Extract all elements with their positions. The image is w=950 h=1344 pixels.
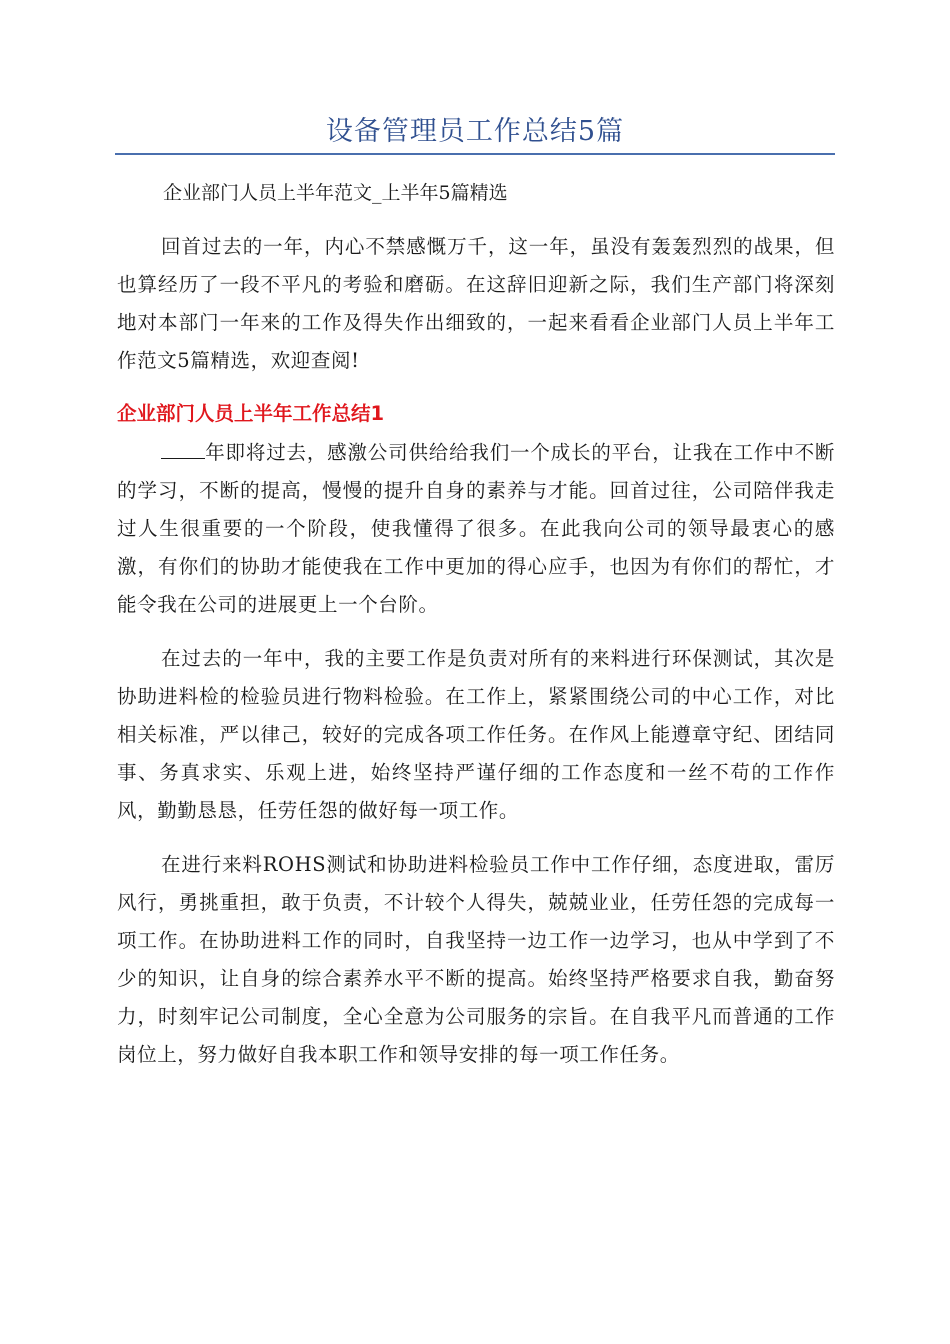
paragraph-3: 在进行来料ROHS测试和协助进料检验员工作中工作仔细，态度进取，雷厉风行，勇挑重担，敢于负责，不计较个人得失，兢兢业业，任劳任怨的完成每一项工作。在协助进料工作的同时，自我坚持一边工作一边学习，也从中学到了不少的知识，让自身的综合素养水平不断的提高。始终坚持严格要求自我，勤奋努力，时刻牢记公司制度，全心全意为公司服务的宗旨。在自我平凡而普通的工作岗位上，努力做好自我本职工作和领导安排的每一项工作任务。 [117,853,835,1066]
document-title: 设备管理员工作总结5篇 [325,116,625,147]
fill-in-blank [161,440,205,459]
paragraph-2: 在过去的一年中，我的主要工作是负责对所有的来料进行环保测试，其次是协助进料检的检验员进行物料检验。在工作上，紧紧围绕公司的中心工作，对比相关标准，严以律己，较好的完成各项工作任务。在作风上能遵章守纪、团结同事、务真求实、乐观上进，始终坚持严谨仔细的工作态度和一丝不苟的工作作风，勤勤恳恳，任劳任怨的做好每一项工作。 [117,647,835,822]
section-heading: 企业部门人员上半年工作总结1 [117,402,385,425]
document-body [117,174,835,1090]
paragraph-1 [117,434,835,624]
document-subtitle: 企业部门人员上半年范文_上半年5篇精选 [163,182,508,204]
intro-paragraph: 回首过去的一年，内心不禁感慨万千，这一年，虽没有轰轰烈烈的战果，但也算经历了一段不平凡的考验和磨砺。在这辞旧迎新之际，我们生产部门将深刻地对本部门一年来的工作及得失作出细致的，一起来看看企业部门人员上半年工作范文5篇精选，欢迎查阅! [117,235,835,372]
title-underline [115,153,835,155]
paragraph-1-text: 年即将过去，感激公司供给给我们一个成长的平台，让我在工作中不断的学习，不断的提高，慢慢的提升自身的素养与才能。回首过往，公司陪伴我走过人生很重要的一个阶段，使我懂得了很多。在此我向公司的领导最衷心的感激，有你们的协助才能使我在工作中更加的得心应手，也因为有你们的帮忙，才能令我在公司的进展更上一个台阶。 [117,441,835,616]
